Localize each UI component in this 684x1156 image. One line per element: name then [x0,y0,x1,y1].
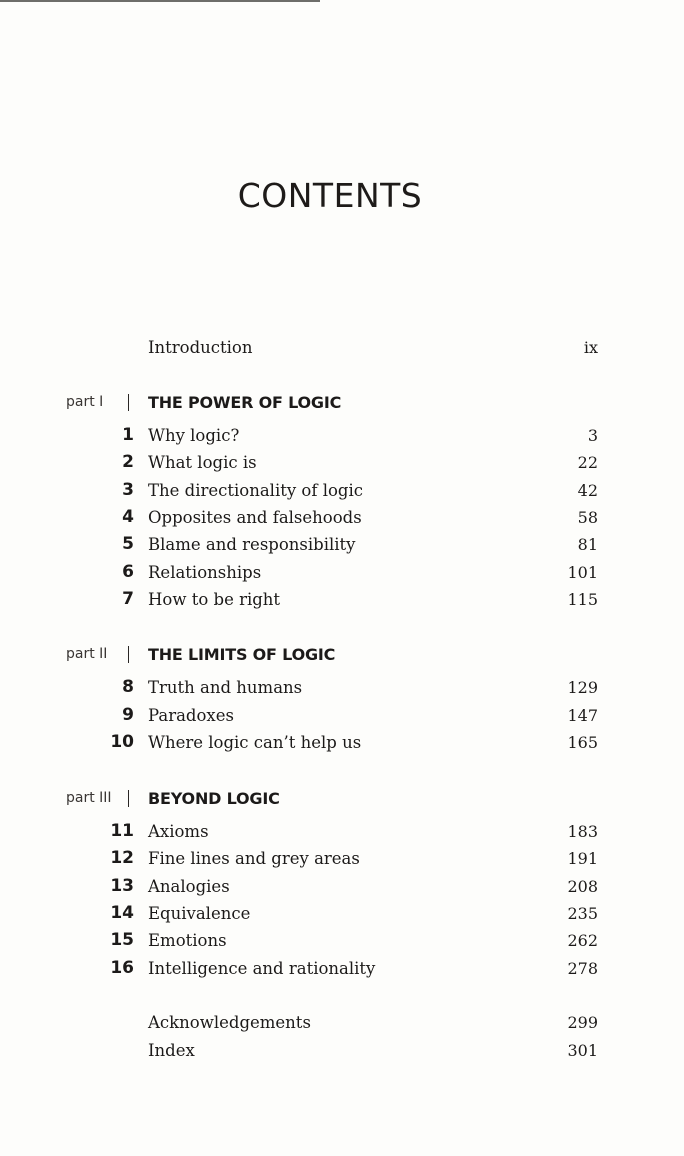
toc-entry-chapter[interactable] [0,955,684,982]
entry-label: Introduction [148,338,253,357]
chapter-title: What logic is [148,453,257,472]
entry-page: 299 [567,1013,598,1032]
part-label: part II [66,646,108,662]
chapter-page: 191 [567,849,598,868]
toc-entry-introduction[interactable] [0,334,684,361]
part-heading-2[interactable] [0,641,684,668]
part-heading-1[interactable] [0,389,684,416]
chapter-number: 7 [122,589,134,609]
chapter-page: 58 [577,508,598,527]
toc-entry-chapter[interactable] [0,422,684,449]
chapter-number: 2 [122,452,134,472]
chapter-page: 235 [567,904,598,923]
chapter-number: 11 [110,821,134,841]
toc-entry-chapter[interactable] [0,559,684,586]
chapter-number: 12 [110,848,134,868]
toc-entry-index[interactable] [0,1037,684,1064]
toc-entry-chapter[interactable] [0,702,684,729]
chapter-title: Relationships [148,563,262,582]
chapter-title: Equivalence [148,904,251,923]
toc-entry-chapter[interactable] [0,900,684,927]
chapter-page: 208 [567,877,598,896]
part-divider [128,646,129,663]
toc-entry-chapter[interactable] [0,477,684,504]
chapter-number: 8 [122,677,134,697]
top-edge-rule [0,0,320,2]
chapter-title: Paradoxes [148,706,234,725]
toc-entry-chapter[interactable] [0,504,684,531]
chapter-number: 3 [122,480,134,500]
entry-page: 301 [567,1041,598,1060]
chapter-title: Axioms [148,822,209,841]
part-divider [128,394,129,411]
chapter-number: 1 [122,425,134,445]
part-title: BEYOND LOGIC [148,789,280,808]
toc-entry-acknowledgements[interactable] [0,1009,684,1036]
toc-entry-chapter[interactable] [0,818,684,845]
chapter-page: 101 [567,563,598,582]
toc-entry-chapter[interactable] [0,586,684,613]
chapter-title: How to be right [148,590,281,609]
chapter-title: Truth and humans [148,678,303,697]
part-divider [128,790,129,807]
chapter-page: 3 [587,426,598,445]
chapter-title: The directionality of logic [148,481,364,500]
chapter-number: 5 [122,534,134,554]
chapter-number: 9 [122,705,134,725]
chapter-title: Where logic can’t help us [148,733,362,752]
part-title: THE POWER OF LOGIC [148,393,342,412]
chapter-page: 165 [567,733,598,752]
chapter-title: Intelligence and rationality [148,959,376,978]
chapter-title: Emotions [148,931,227,950]
toc-entry-chapter[interactable] [0,531,684,558]
chapter-number: 4 [122,507,134,527]
chapter-page: 22 [577,453,598,472]
chapter-title: Opposites and falsehoods [148,508,362,527]
chapter-number: 16 [110,958,134,978]
entry-page: ix [583,338,598,357]
toc-entry-chapter[interactable] [0,927,684,954]
chapter-page: 278 [567,959,598,978]
chapter-title: Blame and responsibility [148,535,356,554]
part-label: part III [66,790,112,806]
chapter-page: 147 [567,706,598,725]
chapter-title: Why logic? [148,426,240,445]
toc-entry-chapter[interactable] [0,873,684,900]
chapter-page: 129 [567,678,598,697]
chapter-number: 15 [110,930,134,950]
entry-label: Index [148,1041,195,1060]
part-heading-3[interactable] [0,785,684,812]
chapter-page: 81 [577,535,598,554]
chapter-number: 6 [122,562,134,582]
chapter-title: Fine lines and grey areas [148,849,360,868]
part-label: part I [66,394,104,410]
chapter-page: 115 [567,590,598,609]
chapter-number: 10 [110,732,134,752]
page-title: CONTENTS [237,176,423,215]
toc-entry-chapter[interactable] [0,729,684,756]
chapter-page: 183 [567,822,598,841]
entry-label: Acknowledgements [148,1013,311,1032]
toc-entry-chapter[interactable] [0,674,684,701]
chapter-number: 13 [110,876,134,896]
toc-entry-chapter[interactable] [0,449,684,476]
chapter-title: Analogies [148,877,230,896]
chapter-page: 42 [577,481,598,500]
toc-entry-chapter[interactable] [0,845,684,872]
chapter-number: 14 [110,903,134,923]
chapter-page: 262 [567,931,598,950]
part-title: THE LIMITS OF LOGIC [148,645,336,664]
